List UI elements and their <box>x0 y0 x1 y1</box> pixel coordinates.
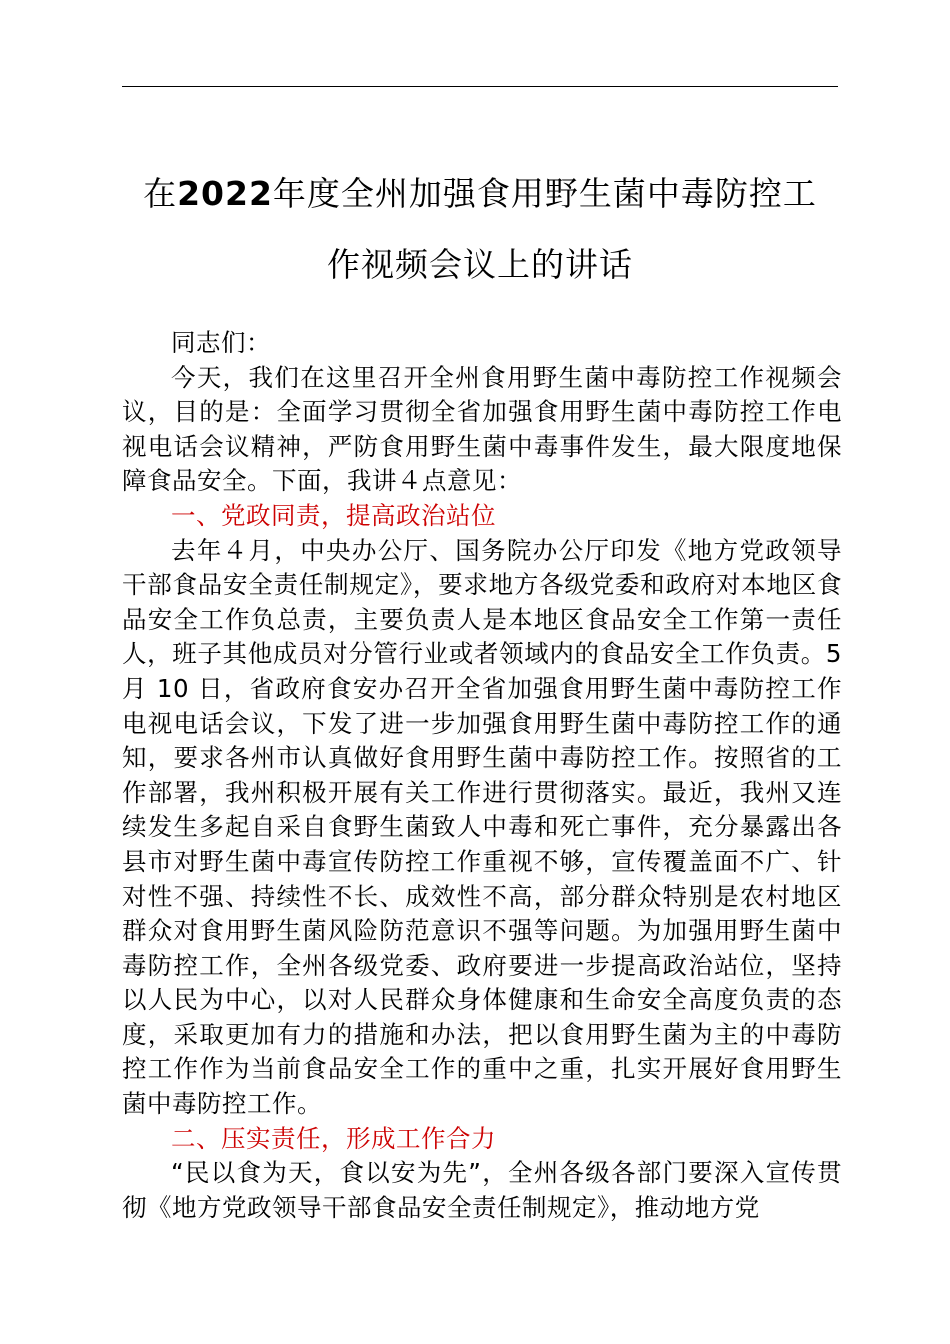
section-1-paragraph: 去年４月，中央办公厅、国务院办公厅印发《地方党政领导干部食品安全责任制规定》，要求地方各级党委和政府对本地区食品安全工作负总责，主要负责人是本地区食品安全工作第一责任人，班子其他成员对分管行业或者领域内的食品安全工作负责。5 月 10 日，省政府食安办召开全省加强食用野生菌中毒防控工作电视电话会议，下发了进一步加强食用野生菌中毒防控工作的通知，要求各州市认真做好食用野生菌中毒防控工作。按照省的工作部署，我州积极开展有关工作进行贯彻落实。最近，我州又连续发生多起自采自食野生菌致人中毒和死亡事件，充分暴露出各县市对野生菌中毒宣传防控工作重视不够，宣传覆盖面不广、针对性不强、持续性不长、成效性不高，部分群众特别是农村地区群众对食用野生菌风险防范意识不强等问题。为加强用野生菌中毒防控工作，全州各级党委、政府要进一步提高政治站位，坚持以人民为中心，以对人民群众身体健康和生命安全高度负责的态度，采取更加有力的措施和办法，把以食用野生菌为主的中毒防控工作作为当前食品安全工作的重中之重，扎实开展好食用野生菌中毒防控工作。 <box>122 535 842 1119</box>
document-body <box>122 326 842 1225</box>
section-2-paragraph: “民以食为天，食以安为先”，全州各级各部门要深入宣传贯彻《地方党政领导干部食品安全责任制规定》，推动地方党 <box>122 1158 842 1222</box>
header-rule <box>122 86 838 87</box>
salutation: 同志们： <box>171 328 271 357</box>
intro-paragraph: 今天，我们在这里召开全州食用野生菌中毒防控工作视频会议，目的是：全面学习贯彻全省加强食用野生菌中毒防控工作电视电话会议精神，严防食用野生菌中毒事件发生，最大限度地保障食品安全。下面，我讲４点意见： <box>122 362 842 496</box>
title-prefix: 在 <box>143 174 178 213</box>
title-line-2: 作视频会议上的讲话 <box>327 245 633 284</box>
document-title <box>110 158 850 300</box>
title-line-1 <box>110 158 850 229</box>
section-1-heading: 一、党政同责，提高政治站位 <box>171 500 496 530</box>
section-2-heading: 二、压实责任，形成工作合力 <box>171 1123 496 1153</box>
title-year: 2022 <box>177 174 273 213</box>
title-line-1-rest: 年度全州加强食用野生菌中毒防控工 <box>272 174 817 213</box>
